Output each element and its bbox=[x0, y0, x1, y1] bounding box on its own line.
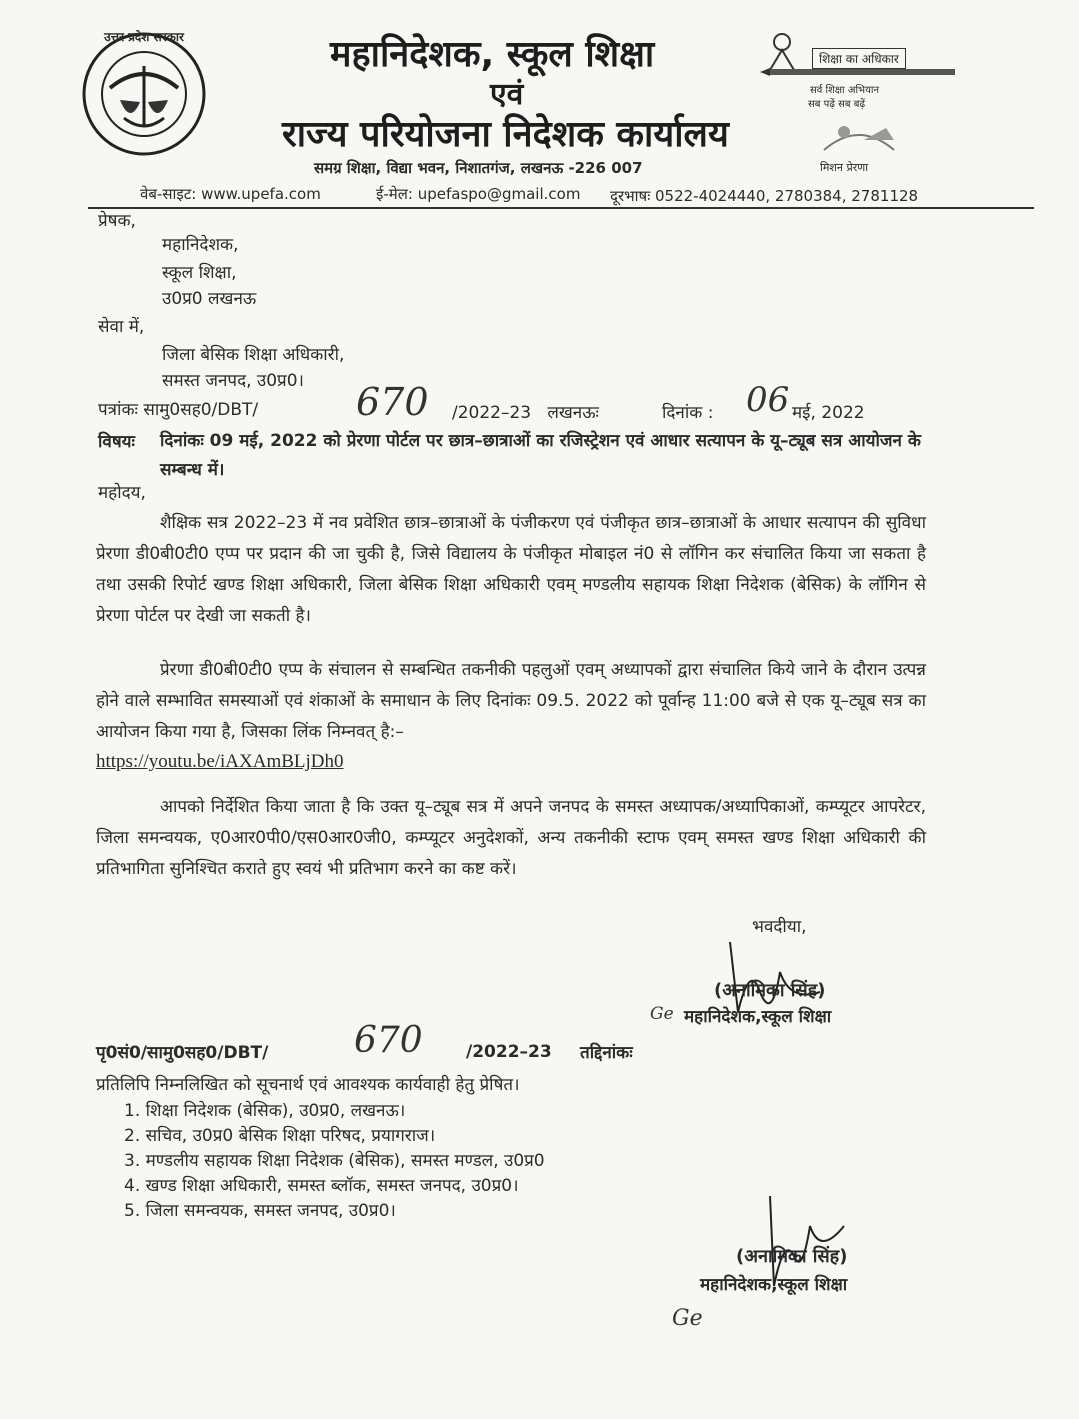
recipient-line1: जिला बेसिक शिक्षा अधिकारी, bbox=[162, 345, 345, 365]
paragraph-2: प्रेरणा डी0बी0टी0 एप्प के संचालन से सम्बन्धित तकनीकी पहलुओं एवम् अध्यापकों द्वारा संचालित किये जाने के दौरान उत्पन्न होने वाले सम्भावित समस्याओं एवं शंकाओं के समाधान के लिए दिनांकः 09.5. 2022 को पूर्वान्ह 11:00 बजे से एक यू–ट्यूब सत्र का आयोजन किया गया है, जिसका लिंक निम्नवत् है:– bbox=[96, 660, 926, 742]
ref-date-day: 06 bbox=[746, 380, 790, 420]
subject-text: दिनांकः 09 मई, 2022 को प्रेरणा पोर्टल पर छात्र–छात्राओं का रजिस्ट्रेशन एवं आधार सत्यापन के यू–ट्यूब सत्र आयोजन के सम्बन्ध में। bbox=[160, 431, 921, 480]
list-item: 1. शिक्षा निदेशक (बेसिक), उ0प्र0, लखनऊ। bbox=[124, 1101, 406, 1121]
sender-line3: उ0प्र0 लखनऊ bbox=[162, 289, 257, 309]
header-divider bbox=[88, 207, 1034, 209]
header-title-line3: राज्य परियोजना निदेशक कार्यालय bbox=[282, 114, 729, 155]
copy-ref-number: 670 bbox=[354, 1020, 423, 1061]
ssa-name: सर्व शिक्षा अभियान bbox=[810, 85, 880, 96]
recipient-line2: समस्त जनपद, उ0प्र0। bbox=[162, 371, 304, 391]
mission-prerna: मिशन प्रेरणा bbox=[820, 161, 869, 174]
sender-label: प्रेषक, bbox=[98, 211, 136, 231]
ref-number: 670 bbox=[356, 380, 429, 424]
header-title-line1: महानिदेशक, स्कूल शिक्षा bbox=[330, 34, 655, 75]
ref-date-label: दिनांक : bbox=[662, 403, 714, 423]
salutation: महोदय, bbox=[98, 483, 146, 503]
list-item: 3. मण्डलीय सहायक शिक्षा निदेशक (बेसिक), समस्त मण्डल, उ0प्र0 bbox=[124, 1151, 545, 1171]
copy-ref-year: /2022–23 bbox=[466, 1042, 552, 1062]
signatory-name: (अनामिका सिंह) bbox=[714, 980, 826, 1001]
header-phone: दूरभाषः 0522-4024440, 2780384, 2781128 bbox=[610, 187, 919, 205]
copy-ref-date: तद्दिनांकः bbox=[580, 1043, 633, 1063]
signatory-designation-2: महानिदेशक,स्कूल शिक्षा bbox=[700, 1275, 848, 1295]
pencil-icon bbox=[760, 66, 960, 78]
ref-prefix: पत्रांकः सामु0सह0/DBT/ bbox=[98, 400, 259, 420]
signatory-designation: महानिदेशक,स्कूल शिक्षा bbox=[684, 1007, 832, 1027]
emblem-icon bbox=[80, 30, 208, 158]
header-email: ई-मेल: upefaspo@gmail.com bbox=[376, 185, 581, 203]
ref-date-rest: मई, 2022 bbox=[792, 403, 865, 423]
signatory-name-2: (अनामिका सिंह) bbox=[736, 1246, 848, 1267]
header-website: वेब-साइट: www.upefa.com bbox=[140, 185, 321, 203]
paragraph-1: शैक्षिक सत्र 2022–23 में नव प्रवेशित छात्र–छात्राओं के पंजीकरण एवं पंजीकृत छात्र–छात्राओं के आधार सत्यापन की सुविधा प्रेरणा डी0बी0टी0 एप्प पर प्रदान की जा चुकी है, जिसे विद्यालय के पंजीकृत मोबाइल नं0 से लॉगिन कर संचालित किया जा सकता है तथा उसकी रिपोर्ट खण्ड शिक्षा अधिकारी, जिला बेसिक शिक्षा अधिकारी एवम् मण्डलीय सहायक शिक्षा निदेशक (बेसिक) के लॉगिन से प्रेरणा पोर्टल पर देखी जा सकती है। bbox=[96, 513, 926, 626]
list-item: 4. खण्ड शिक्षा अधिकारी, समस्त ब्लॉक, समस्त जनपद, उ0प्र0। bbox=[124, 1176, 519, 1196]
header-address: समग्र शिक्षा, विद्या भवन, निशातगंज, लखनऊ -226 007 bbox=[314, 159, 643, 177]
signoff-initial: Ge bbox=[650, 1004, 674, 1024]
sender-line1: महानिदेशक, bbox=[162, 235, 239, 255]
sender-line2: स्कूल शिक्षा, bbox=[162, 263, 237, 283]
subject-label: विषयः bbox=[98, 432, 135, 452]
closing: भवदीया, bbox=[752, 917, 807, 937]
copy-list bbox=[124, 1099, 545, 1224]
ref-year-place: /2022–23 लखनऊः bbox=[452, 403, 599, 423]
signoff-initial-2: Ge bbox=[672, 1306, 703, 1331]
copy-intro: प्रतिलिपि निम्नलिखित को सूचनार्थ एवं आवश्यक कार्यवाही हेतु प्रेषित। bbox=[96, 1075, 520, 1095]
state-emblem bbox=[80, 30, 208, 158]
mission-prerna-icon bbox=[814, 110, 904, 158]
rte-banner: शिक्षा का अधिकार bbox=[812, 48, 906, 69]
recipient-label: सेवा में, bbox=[98, 317, 145, 337]
list-item: 2. सचिव, उ0प्र0 बेसिक शिक्षा परिषद, प्रयागराज। bbox=[124, 1126, 436, 1146]
emblem-text: उत्तर प्रदेश सरकार bbox=[104, 30, 184, 44]
paragraph-3: आपको निर्देशित किया जाता है कि उक्त यू–ट्यूब सत्र में अपने जनपद के समस्त अध्यापक/अध्यापिकाओं, कम्प्यूटर आपरेटर, जिला समन्वयक, ए0आर0पी0/एस0आर0जी0, कम्प्यूटर अनुदेशकों, अन्य तकनीकी स्टाफ एवम् समस्त खण्ड शिक्षा अधिकारी की प्रतिभागिता सुनिश्चित कराते हुए स्वयं भी प्रतिभाग करने का कष्ट करें। bbox=[96, 797, 926, 879]
copy-ref-prefix: पृ0सं0/सामु0सह0/DBT/ bbox=[96, 1043, 269, 1063]
list-item: 5. जिला समन्वयक, समस्त जनपद, उ0प्र0। bbox=[124, 1201, 396, 1221]
ssa-tagline: सब पढ़ें सब बढ़ें bbox=[808, 99, 866, 110]
youtube-link[interactable]: https://youtu.be/iAXAmBLjDh0 bbox=[96, 751, 344, 772]
rte-logo bbox=[760, 30, 970, 180]
header-title-line2: एवं bbox=[490, 77, 524, 112]
